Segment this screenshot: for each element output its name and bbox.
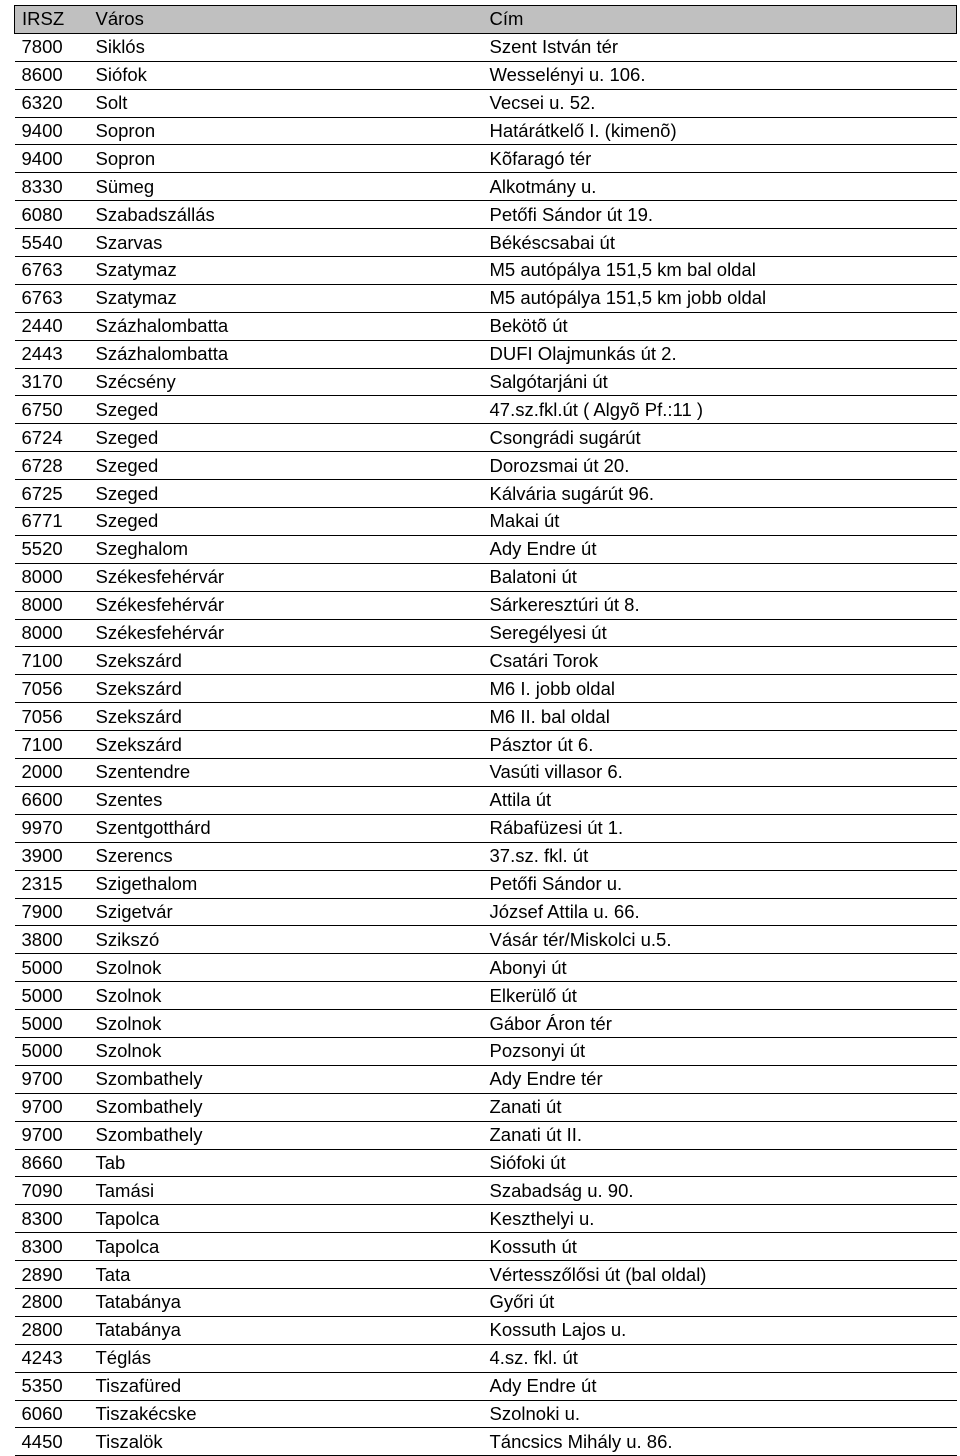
table-row <box>15 284 957 312</box>
cell-irsz: 5000 <box>15 1010 89 1038</box>
table-row <box>15 1400 957 1428</box>
table-row <box>15 508 957 536</box>
cell-city: Szentes <box>89 786 483 814</box>
cell-city: Tatabánya <box>89 1288 483 1316</box>
cell-city: Tapolca <box>89 1233 483 1261</box>
table-row <box>15 647 957 675</box>
table-row <box>15 229 957 257</box>
cell-city: Tata <box>89 1261 483 1289</box>
cell-address: Ady Endre út <box>483 535 957 563</box>
table-row <box>15 898 957 926</box>
table-row <box>15 926 957 954</box>
cell-city: Százhalombatta <box>89 340 483 368</box>
table-row <box>15 731 957 759</box>
cell-city: Sümeg <box>89 173 483 201</box>
cell-address: Győri út <box>483 1288 957 1316</box>
cell-city: Szolnok <box>89 1010 483 1038</box>
table-row <box>15 1205 957 1233</box>
cell-address: Balatoni út <box>483 563 957 591</box>
table-row <box>15 1121 957 1149</box>
cell-city: Székesfehérvár <box>89 563 483 591</box>
cell-irsz: 6060 <box>15 1400 89 1428</box>
table-row <box>15 201 957 229</box>
cell-city: Tiszafüred <box>89 1372 483 1400</box>
cell-irsz: 8330 <box>15 173 89 201</box>
cell-irsz: 6728 <box>15 452 89 480</box>
cell-city: Szigethalom <box>89 870 483 898</box>
cell-city: Szikszó <box>89 926 483 954</box>
table-row <box>15 591 957 619</box>
table-row <box>15 786 957 814</box>
table-row <box>15 173 957 201</box>
header-irsz: IRSZ <box>15 6 89 34</box>
cell-address: Gábor Áron tér <box>483 1010 957 1038</box>
cell-address: Pásztor út 6. <box>483 731 957 759</box>
cell-address: M5 autópálya 151,5 km bal oldal <box>483 257 957 285</box>
cell-irsz: 7900 <box>15 898 89 926</box>
cell-irsz: 3800 <box>15 926 89 954</box>
cell-address: DUFI Olajmunkás út 2. <box>483 340 957 368</box>
cell-irsz: 6600 <box>15 786 89 814</box>
cell-address: Zanati út <box>483 1093 957 1121</box>
cell-city: Tiszalök <box>89 1428 483 1456</box>
cell-irsz: 5000 <box>15 954 89 982</box>
cell-address: József Attila u. 66. <box>483 898 957 926</box>
cell-city: Szekszárd <box>89 675 483 703</box>
cell-address: Békéscsabai út <box>483 229 957 257</box>
cell-irsz: 6724 <box>15 424 89 452</box>
cell-city: Szombathely <box>89 1093 483 1121</box>
table-row <box>15 480 957 508</box>
cell-city: Szécsény <box>89 368 483 396</box>
cell-irsz: 8660 <box>15 1149 89 1177</box>
cell-address: Wesselényi u. 106. <box>483 61 957 89</box>
cell-city: Szentendre <box>89 759 483 787</box>
cell-irsz: 6725 <box>15 480 89 508</box>
cell-irsz: 7056 <box>15 703 89 731</box>
station-address-table <box>14 5 957 1456</box>
cell-city: Szeged <box>89 452 483 480</box>
cell-irsz: 7100 <box>15 647 89 675</box>
table-row <box>15 1261 957 1289</box>
cell-irsz: 5350 <box>15 1372 89 1400</box>
cell-address: Sárkeresztúri út 8. <box>483 591 957 619</box>
table-row <box>15 1037 957 1065</box>
cell-city: Szigetvár <box>89 898 483 926</box>
cell-irsz: 2800 <box>15 1316 89 1344</box>
cell-irsz: 6750 <box>15 396 89 424</box>
cell-irsz: 9970 <box>15 814 89 842</box>
cell-address: Zanati út II. <box>483 1121 957 1149</box>
table-row <box>15 117 957 145</box>
cell-address: Kossuth Lajos u. <box>483 1316 957 1344</box>
cell-irsz: 6771 <box>15 508 89 536</box>
cell-city: Szatymaz <box>89 257 483 285</box>
cell-city: Szekszárd <box>89 703 483 731</box>
cell-city: Sopron <box>89 145 483 173</box>
cell-irsz: 7090 <box>15 1177 89 1205</box>
cell-irsz: 4243 <box>15 1344 89 1372</box>
cell-city: Téglás <box>89 1344 483 1372</box>
cell-address: Ady Endre tér <box>483 1065 957 1093</box>
table-row <box>15 340 957 368</box>
table-row <box>15 1372 957 1400</box>
cell-address: M5 autópálya 151,5 km jobb oldal <box>483 284 957 312</box>
cell-city: Szatymaz <box>89 284 483 312</box>
cell-city: Sopron <box>89 117 483 145</box>
cell-address: Kálvária sugárút 96. <box>483 480 957 508</box>
table-row <box>15 312 957 340</box>
table-header <box>15 6 957 34</box>
cell-irsz: 8000 <box>15 619 89 647</box>
cell-city: Siklós <box>89 33 483 61</box>
table-row <box>15 563 957 591</box>
cell-city: Tab <box>89 1149 483 1177</box>
table-row <box>15 89 957 117</box>
cell-address: Seregélyesi út <box>483 619 957 647</box>
header-address: Cím <box>483 6 957 34</box>
cell-irsz: 5000 <box>15 1037 89 1065</box>
cell-city: Szolnok <box>89 1037 483 1065</box>
cell-address: Alkotmány u. <box>483 173 957 201</box>
cell-city: Szarvas <box>89 229 483 257</box>
cell-city: Szabadszállás <box>89 201 483 229</box>
cell-irsz: 2315 <box>15 870 89 898</box>
table-row <box>15 535 957 563</box>
cell-irsz: 3170 <box>15 368 89 396</box>
cell-irsz: 2440 <box>15 312 89 340</box>
cell-address: Siófoki út <box>483 1149 957 1177</box>
table-row <box>15 870 957 898</box>
cell-city: Szombathely <box>89 1121 483 1149</box>
cell-irsz: 9700 <box>15 1093 89 1121</box>
cell-address: Csatári Torok <box>483 647 957 675</box>
cell-irsz: 6320 <box>15 89 89 117</box>
cell-irsz: 6763 <box>15 257 89 285</box>
cell-address: Attila út <box>483 786 957 814</box>
cell-address: 4.sz. fkl. út <box>483 1344 957 1372</box>
cell-address: Rábafüzesi út 1. <box>483 814 957 842</box>
cell-irsz: 7056 <box>15 675 89 703</box>
cell-city: Székesfehérvár <box>89 591 483 619</box>
cell-address: Kõfaragó tér <box>483 145 957 173</box>
cell-irsz: 3900 <box>15 842 89 870</box>
table-row <box>15 1316 957 1344</box>
table-row <box>15 1344 957 1372</box>
cell-irsz: 4450 <box>15 1428 89 1456</box>
cell-irsz: 7800 <box>15 33 89 61</box>
cell-address: 47.sz.fkl.út ( Algyõ Pf.:11 ) <box>483 396 957 424</box>
cell-address: Salgótarjáni út <box>483 368 957 396</box>
cell-irsz: 9400 <box>15 145 89 173</box>
cell-irsz: 7100 <box>15 731 89 759</box>
table-row <box>15 814 957 842</box>
cell-irsz: 8000 <box>15 591 89 619</box>
table-row <box>15 33 957 61</box>
cell-city: Tapolca <box>89 1205 483 1233</box>
cell-city: Solt <box>89 89 483 117</box>
table-row <box>15 1233 957 1261</box>
cell-city: Szeged <box>89 480 483 508</box>
cell-city: Székesfehérvár <box>89 619 483 647</box>
cell-address: Abonyi út <box>483 954 957 982</box>
table-row <box>15 368 957 396</box>
cell-city: Szeged <box>89 508 483 536</box>
cell-address: Vecsei u. 52. <box>483 89 957 117</box>
cell-irsz: 5000 <box>15 982 89 1010</box>
table-row <box>15 1149 957 1177</box>
cell-city: Százhalombatta <box>89 312 483 340</box>
table-row <box>15 452 957 480</box>
cell-address: Ady Endre út <box>483 1372 957 1400</box>
cell-city: Szeghalom <box>89 535 483 563</box>
table-row <box>15 1065 957 1093</box>
cell-irsz: 9700 <box>15 1065 89 1093</box>
cell-city: Szentgotthárd <box>89 814 483 842</box>
cell-address: Petőfi Sándor út 19. <box>483 201 957 229</box>
cell-address: Vásár tér/Miskolci u.5. <box>483 926 957 954</box>
table-row <box>15 619 957 647</box>
cell-address: M6 II. bal oldal <box>483 703 957 731</box>
cell-address: Keszthelyi u. <box>483 1205 957 1233</box>
cell-address: Elkerülő út <box>483 982 957 1010</box>
cell-city: Szolnok <box>89 982 483 1010</box>
header-city: Város <box>89 6 483 34</box>
cell-address: Pozsonyi út <box>483 1037 957 1065</box>
table-row <box>15 257 957 285</box>
cell-city: Szombathely <box>89 1065 483 1093</box>
header-row <box>15 6 957 34</box>
cell-irsz: 2000 <box>15 759 89 787</box>
cell-irsz: 9700 <box>15 1121 89 1149</box>
cell-irsz: 5520 <box>15 535 89 563</box>
cell-irsz: 8600 <box>15 61 89 89</box>
cell-address: Csongrádi sugárút <box>483 424 957 452</box>
table-row <box>15 759 957 787</box>
cell-address: M6 I. jobb oldal <box>483 675 957 703</box>
table-row <box>15 396 957 424</box>
table-row <box>15 1288 957 1316</box>
cell-city: Szekszárd <box>89 647 483 675</box>
table-row <box>15 1010 957 1038</box>
table-body <box>15 33 957 1455</box>
cell-irsz: 8300 <box>15 1233 89 1261</box>
cell-address: Kossuth út <box>483 1233 957 1261</box>
cell-city: Siófok <box>89 61 483 89</box>
cell-address: 37.sz. fkl. út <box>483 842 957 870</box>
table-row <box>15 1177 957 1205</box>
table-row <box>15 145 957 173</box>
cell-city: Szeged <box>89 424 483 452</box>
cell-city: Szolnok <box>89 954 483 982</box>
cell-address: Dorozsmai út 20. <box>483 452 957 480</box>
cell-address: Makai út <box>483 508 957 536</box>
table-row <box>15 424 957 452</box>
cell-irsz: 6763 <box>15 284 89 312</box>
table-row <box>15 61 957 89</box>
cell-irsz: 2443 <box>15 340 89 368</box>
cell-city: Szerencs <box>89 842 483 870</box>
cell-address: Vasúti villasor 6. <box>483 759 957 787</box>
table-row <box>15 842 957 870</box>
cell-address: Szolnoki u. <box>483 1400 957 1428</box>
table-row <box>15 954 957 982</box>
table-row <box>15 982 957 1010</box>
cell-irsz: 8300 <box>15 1205 89 1233</box>
cell-city: Tiszakécske <box>89 1400 483 1428</box>
cell-city: Szeged <box>89 396 483 424</box>
cell-address: Vértesszőlősi út (bal oldal) <box>483 1261 957 1289</box>
cell-city: Tatabánya <box>89 1316 483 1344</box>
cell-address: Határátkelő I. (kimenõ) <box>483 117 957 145</box>
cell-address: Táncsics Mihály u. 86. <box>483 1428 957 1456</box>
cell-irsz: 8000 <box>15 563 89 591</box>
table-row <box>15 1093 957 1121</box>
cell-irsz: 5540 <box>15 229 89 257</box>
cell-city: Szekszárd <box>89 731 483 759</box>
cell-irsz: 2800 <box>15 1288 89 1316</box>
table-row <box>15 675 957 703</box>
cell-irsz: 2890 <box>15 1261 89 1289</box>
cell-address: Bekötõ út <box>483 312 957 340</box>
cell-city: Tamási <box>89 1177 483 1205</box>
cell-address: Petőfi Sándor u. <box>483 870 957 898</box>
cell-irsz: 6080 <box>15 201 89 229</box>
cell-address: Szent István tér <box>483 33 957 61</box>
table-row <box>15 703 957 731</box>
cell-irsz: 9400 <box>15 117 89 145</box>
cell-address: Szabadság u. 90. <box>483 1177 957 1205</box>
